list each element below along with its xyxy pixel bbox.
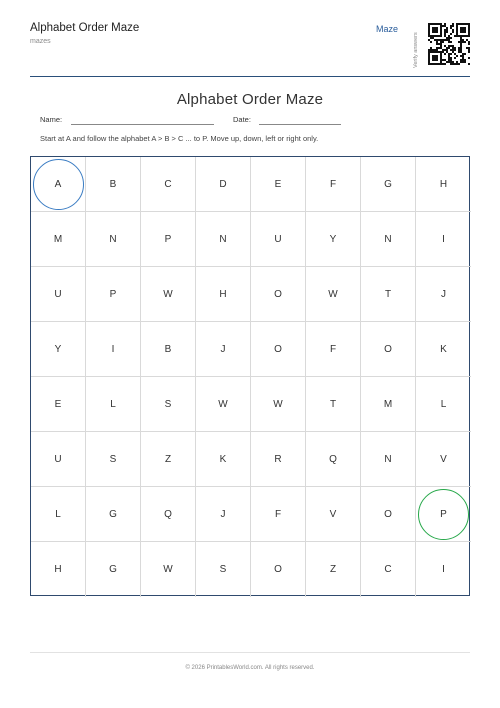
maze-letter: P (164, 233, 172, 245)
maze-cell[interactable] (141, 487, 196, 542)
maze-letter: I (111, 343, 115, 355)
maze-cell[interactable] (31, 377, 86, 432)
maze-letter: D (219, 178, 227, 190)
maze-letter: F (274, 508, 282, 520)
maze-cell[interactable] (361, 432, 416, 487)
maze-letter: U (54, 453, 62, 465)
page-header (30, 22, 470, 78)
maze-cell[interactable] (31, 212, 86, 267)
maze-cell[interactable] (86, 267, 141, 322)
maze-cell[interactable] (416, 322, 471, 377)
maze-letter: L (110, 398, 116, 410)
maze-cell[interactable] (416, 377, 471, 432)
header-subtitle: mazes (30, 38, 51, 45)
maze-cell[interactable] (361, 212, 416, 267)
maze-cell[interactable] (251, 212, 306, 267)
maze-cell[interactable] (306, 212, 361, 267)
maze-letter: E (54, 398, 62, 410)
maze-cell[interactable] (251, 432, 306, 487)
maze-letter: N (384, 233, 392, 245)
maze-letter: O (274, 288, 282, 300)
maze-letter: I (442, 233, 445, 245)
maze-cell[interactable] (196, 487, 251, 542)
maze-letter: W (163, 564, 173, 575)
maze-cell[interactable] (31, 267, 86, 322)
footer-divider (30, 652, 470, 653)
maze-letter: J (220, 508, 226, 520)
maze-letter: T (329, 398, 337, 410)
maze-cell[interactable] (141, 322, 196, 377)
maze-cell[interactable] (361, 157, 416, 212)
maze-cell[interactable] (141, 157, 196, 212)
maze-cell[interactable] (361, 487, 416, 542)
maze-letter: C (164, 178, 172, 190)
maze-cell[interactable] (416, 157, 471, 212)
maze-cell[interactable] (31, 322, 86, 377)
category-link[interactable]: Maze (376, 24, 399, 34)
maze-letter: H (54, 564, 62, 575)
maze-letter: F (329, 178, 337, 190)
date-label: Date: (233, 115, 251, 124)
maze-cell[interactable] (306, 432, 361, 487)
maze-letter: F (329, 343, 337, 355)
header-divider (30, 76, 470, 77)
maze-cell[interactable] (86, 542, 141, 597)
maze-letter: T (384, 288, 392, 300)
maze-cell[interactable] (251, 487, 306, 542)
maze-letter: Q (329, 453, 337, 465)
maze-letter: O (274, 343, 282, 355)
instructions: Start at A and follow the alphabet A > B > C ... to P. Move up, down, left or right only. (40, 134, 319, 143)
maze-letter: N (384, 453, 392, 465)
maze-letter: H (219, 288, 227, 300)
maze-letter: N (109, 233, 117, 245)
maze-letter: W (218, 398, 228, 410)
maze-cell[interactable] (141, 267, 196, 322)
header-title: Alphabet Order Maze (30, 22, 140, 34)
maze-cell[interactable] (361, 542, 416, 597)
maze-letter: B (164, 343, 172, 355)
maze-cell[interactable] (251, 377, 306, 432)
maze-grid (30, 156, 470, 596)
maze-letter: P (109, 288, 117, 300)
maze-cell[interactable] (141, 377, 196, 432)
footer-copyright: © 2026 PrintablesWorld.com. All rights reserved. (185, 665, 315, 671)
maze-cell[interactable] (86, 157, 141, 212)
maze-letter: L (55, 508, 61, 520)
maze-letter: G (384, 178, 392, 190)
maze-letter: K (440, 343, 447, 355)
maze-cell[interactable] (141, 212, 196, 267)
maze-cell[interactable] (361, 322, 416, 377)
maze-cell[interactable] (306, 322, 361, 377)
maze-cell[interactable] (251, 267, 306, 322)
maze-cell[interactable] (306, 267, 361, 322)
maze-letter: Q (164, 508, 172, 520)
maze-letter: A (54, 178, 62, 190)
maze-cell[interactable] (31, 157, 86, 212)
maze-letter: W (328, 288, 338, 300)
date-field-line[interactable] (259, 124, 341, 125)
name-date-row (40, 115, 251, 124)
maze-letter: G (109, 508, 117, 520)
maze-letter: S (164, 398, 172, 410)
maze-cell[interactable] (196, 432, 251, 487)
verify-answers-label: Verify answers (413, 32, 419, 68)
maze-letter: E (274, 178, 282, 190)
name-field-line[interactable] (71, 124, 214, 125)
maze-cell[interactable] (196, 542, 251, 597)
maze-letter: O (274, 564, 282, 575)
maze-letter: N (219, 233, 227, 245)
maze-cell[interactable] (31, 487, 86, 542)
maze-cell[interactable] (86, 432, 141, 487)
maze-letter: C (384, 564, 392, 575)
maze-letter: P (440, 508, 447, 520)
maze-cell[interactable] (361, 267, 416, 322)
maze-cell[interactable] (86, 212, 141, 267)
maze-cell[interactable] (306, 542, 361, 597)
maze-cell[interactable] (416, 267, 471, 322)
maze-letter: Y (54, 343, 62, 355)
maze-letter: S (219, 564, 227, 575)
maze-cell[interactable] (251, 322, 306, 377)
maze-cell[interactable] (196, 212, 251, 267)
maze-cell[interactable] (86, 487, 141, 542)
maze-letter: Y (329, 233, 337, 245)
maze-cell[interactable] (141, 542, 196, 597)
maze-cell[interactable] (416, 212, 471, 267)
maze-cell[interactable] (361, 377, 416, 432)
maze-cell[interactable] (196, 377, 251, 432)
maze-letter: U (54, 288, 62, 300)
maze-cell[interactable] (251, 542, 306, 597)
maze-cell[interactable] (141, 432, 196, 487)
maze-cell[interactable] (31, 542, 86, 597)
maze-letter: O (384, 343, 392, 355)
maze-letter: S (109, 453, 117, 465)
maze-letter: L (440, 398, 447, 410)
maze-cell[interactable] (196, 322, 251, 377)
maze-letter: J (220, 343, 226, 355)
maze-letter: V (440, 453, 447, 465)
maze-cell[interactable] (31, 432, 86, 487)
maze-letter: O (384, 508, 392, 520)
maze-letter: B (109, 178, 117, 190)
maze-cell[interactable] (306, 487, 361, 542)
maze-letter: W (163, 288, 173, 300)
maze-letter: R (274, 453, 282, 465)
name-label: Name: (40, 115, 63, 124)
maze-letter: G (109, 564, 117, 575)
worksheet-title: Alphabet Order Maze (176, 91, 324, 108)
qr-code-icon[interactable] (428, 18, 470, 70)
maze-cell[interactable] (306, 377, 361, 432)
maze-cell[interactable] (306, 157, 361, 212)
maze-cell[interactable] (251, 157, 306, 212)
maze-cell[interactable] (86, 322, 141, 377)
maze-cell[interactable] (416, 487, 471, 542)
maze-cell[interactable] (416, 542, 471, 597)
maze-cell[interactable] (86, 377, 141, 432)
maze-letter: M (53, 233, 63, 245)
maze-letter: H (439, 178, 448, 190)
maze-letter: Z (329, 564, 337, 575)
maze-letter: M (383, 398, 393, 410)
maze-letter: V (329, 508, 337, 520)
maze-letter: J (441, 288, 446, 300)
maze-letter: I (442, 564, 445, 575)
maze-letter: Z (164, 453, 172, 465)
maze-cell[interactable] (416, 432, 471, 487)
maze-cell[interactable] (196, 157, 251, 212)
maze-cell[interactable] (196, 267, 251, 322)
maze-letter: W (273, 398, 283, 410)
maze-letter: K (219, 453, 227, 465)
maze-letter: U (274, 233, 282, 245)
